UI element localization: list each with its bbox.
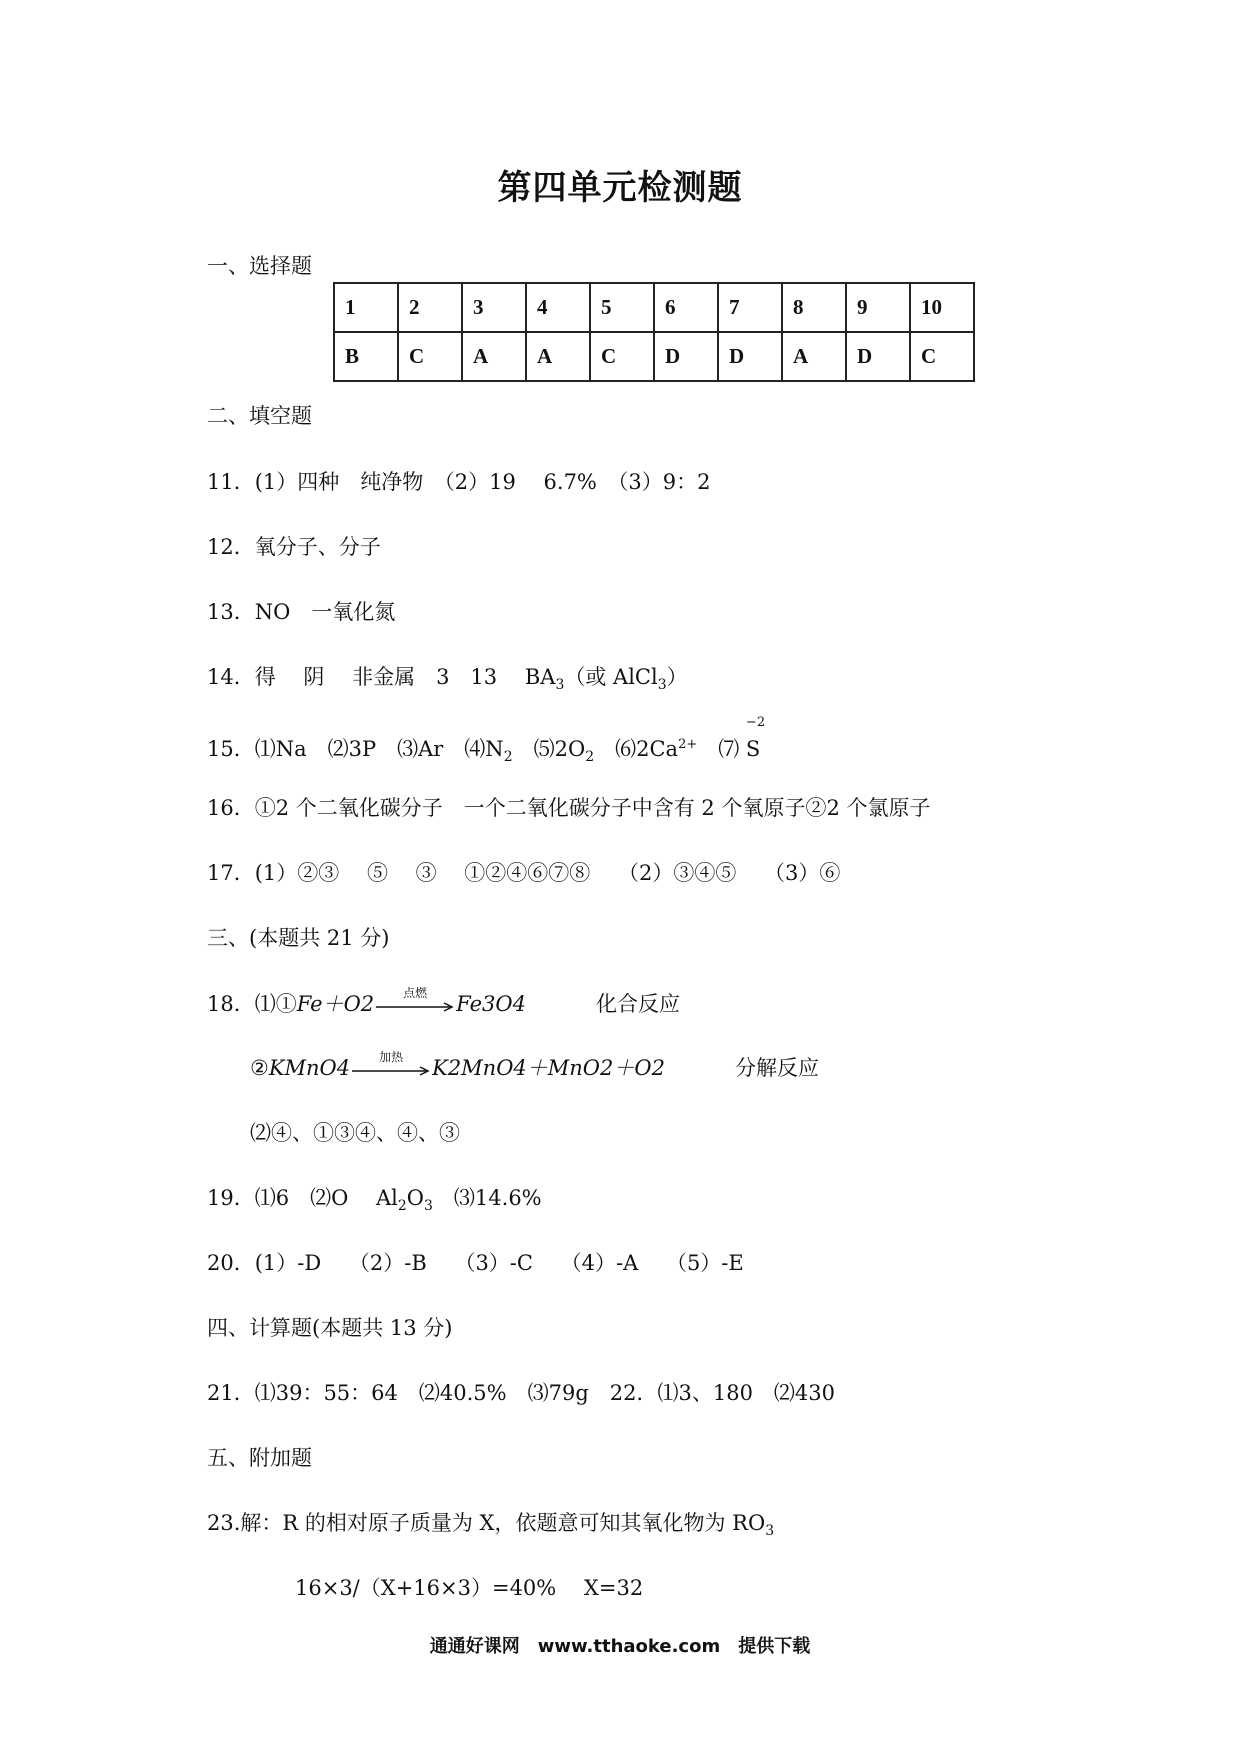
question-number: 9: [846, 283, 910, 332]
q15-text: ⑸2O: [512, 737, 586, 761]
eq1-condition: 点燃: [403, 985, 428, 1000]
section-heading-3: 三、(本题共 21 分): [207, 926, 390, 950]
valence-label: −2: [745, 715, 766, 730]
question-number: 4: [526, 283, 590, 332]
q19-text: ⑶14.6%: [432, 1186, 542, 1210]
answer-cell: D: [718, 332, 782, 381]
question-number: 7: [718, 283, 782, 332]
section-heading-4: 四、计算题(本题共 13 分): [207, 1316, 453, 1340]
section-heading-fill: 二、填空题: [207, 404, 312, 428]
question-number: 1: [334, 283, 398, 332]
q19-subscript: 2: [397, 1198, 407, 1215]
q14-text: 14．得 阴 非金属 3 13 BA: [207, 665, 556, 689]
answer-cell: C: [910, 332, 974, 381]
answer-q17: 17．(1）②③ ⑤ ③ ①②④⑥⑦⑧ （2）③④⑤ （3）⑥: [207, 861, 841, 885]
q19-text: 19．⑴6 ⑵O Al: [207, 1186, 398, 1210]
page-title: 第四单元检测题: [497, 168, 743, 208]
answer-q21-q22: 21．⑴39：55：64 ⑵40.5% ⑶79g 22．⑴3、180 ⑵430: [207, 1381, 836, 1405]
answer-table-number-row: [334, 283, 974, 332]
eq2-products: K2MnO4＋MnO2＋O2: [432, 1056, 665, 1080]
eq1-products: Fe3O4: [456, 992, 526, 1016]
answer-q23: [207, 1507, 774, 1539]
answer-q16: 16．①2 个二氧化碳分子 一个二氧化碳分子中含有 2 个氧原子②2 个氯原子: [207, 796, 931, 820]
question-number: 5: [590, 283, 654, 332]
eq2-prefix: ②: [250, 1056, 269, 1080]
section-heading-5: 五、附加题: [207, 1446, 312, 1470]
eq2-arrow: [350, 1049, 432, 1082]
question-number: 3: [462, 283, 526, 332]
eq2-condition: 加热: [379, 1049, 404, 1064]
q15-text: ⑺: [697, 737, 746, 761]
q15-subscript: 2: [585, 749, 595, 766]
section-heading-choice: 一、选择题: [207, 254, 312, 278]
answer-q12: 12．氧分子、分子: [207, 535, 381, 559]
answer-cell: A: [462, 332, 526, 381]
answer-q19: [207, 1182, 542, 1214]
answer-q13: 13．NO 一氧化氮: [207, 600, 396, 624]
q14-subscript: 3: [657, 677, 667, 694]
eq1-arrow: [374, 985, 456, 1018]
question-number: 2: [398, 283, 462, 332]
answer-q18-eq1: [207, 985, 680, 1018]
answer-q20: 20．(1）-D （2）-B （3）-C （4）-A （5）-E: [207, 1251, 744, 1275]
answer-cell: D: [846, 332, 910, 381]
eq1-reaction-type: 化合反应: [595, 992, 680, 1016]
sulfur-valence: [745, 715, 766, 761]
answer-q15: [207, 715, 766, 766]
q19-subscript: 3: [424, 1198, 433, 1215]
answer-cell: C: [590, 332, 654, 381]
answer-cell: A: [526, 332, 590, 381]
q15-subscript: 2: [503, 749, 513, 766]
q15-superscript: 2+: [678, 737, 698, 752]
answer-q14: [207, 661, 688, 693]
answer-table-answer-row: [334, 332, 974, 381]
q14-text: （或 AlCl: [564, 665, 658, 689]
footer-credit: 通通好课网 www.tthaoke.com 提供下载: [429, 1636, 811, 1657]
answer-cell: B: [334, 332, 398, 381]
q15-text: 15．⑴Na ⑵3P ⑶Ar ⑷N: [207, 737, 504, 761]
q18-prefix: 18．⑴①: [207, 992, 297, 1016]
q19-text: O: [406, 1186, 424, 1210]
answer-cell: A: [782, 332, 846, 381]
arrow-icon: [374, 1002, 456, 1012]
eq1-reactants: Fe＋O2: [296, 992, 375, 1016]
q14-text: ）: [666, 665, 688, 689]
answer-cell: C: [398, 332, 462, 381]
q23-text: 23.解：R 的相对原子质量为 X，依题意可知其氧化物为 RO: [207, 1511, 766, 1535]
answer-table: [333, 282, 975, 382]
answer-q23-calc: 16×3/（X+16×3）=40% X=32: [295, 1576, 644, 1600]
sulfur-symbol: S: [745, 737, 761, 761]
answer-q18-eq2: [250, 1049, 819, 1082]
question-number: 8: [782, 283, 846, 332]
q14-subscript: 3: [555, 677, 565, 694]
q23-subscript: 3: [765, 1523, 775, 1540]
eq2-reactants: KMnO4: [268, 1056, 351, 1080]
answer-cell: D: [654, 332, 718, 381]
q15-text: ⑹2Ca: [594, 737, 679, 761]
question-number: 10: [910, 283, 974, 332]
arrow-icon: [350, 1066, 432, 1076]
question-number: 6: [654, 283, 718, 332]
eq2-reaction-type: 分解反应: [734, 1056, 819, 1080]
answer-q11: 11．(1）四种 纯净物 （2）19 6.7% （3）9：2: [207, 470, 711, 494]
answer-q18-part2: ⑵④、①③④、④、③: [250, 1121, 460, 1145]
